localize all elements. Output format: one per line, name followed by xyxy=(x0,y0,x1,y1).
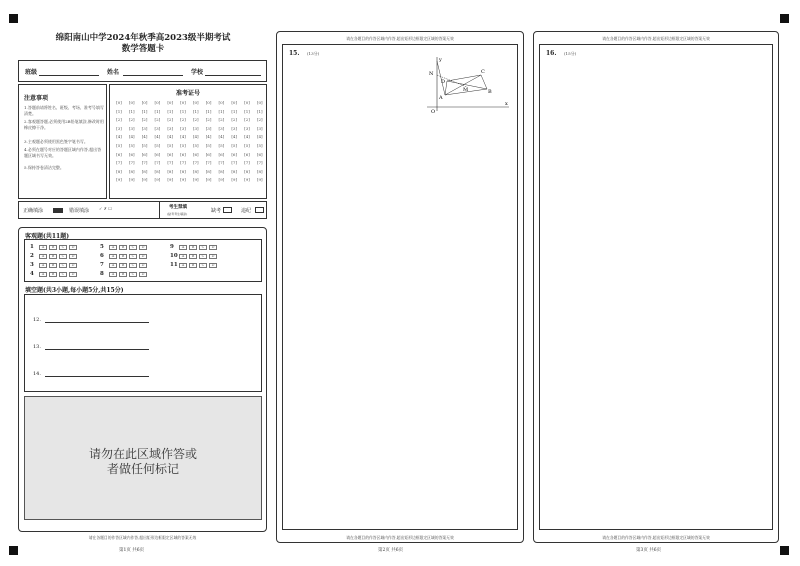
notes-title: 注意事项 xyxy=(24,95,49,102)
admission-digit-bubble[interactable]: [4] xyxy=(116,134,122,140)
option-bubble[interactable]: D xyxy=(69,263,77,268)
admission-digit-bubble[interactable]: [7] xyxy=(256,160,263,166)
answer-area-page3 xyxy=(533,31,779,543)
admission-digit-column[interactable] xyxy=(203,99,215,185)
option-bubble[interactable]: D xyxy=(209,245,217,250)
admission-digit-bubble[interactable]: [6] xyxy=(128,151,135,157)
admission-digit-bubble[interactable]: [2] xyxy=(205,117,212,123)
admission-digit-bubble[interactable]: [3] xyxy=(192,125,199,131)
option-bubble[interactable]: D xyxy=(139,254,147,259)
admission-digit-bubble[interactable]: [1] xyxy=(205,108,212,114)
option-bubble[interactable]: C xyxy=(59,245,67,250)
label-o: O xyxy=(431,109,436,115)
admission-digit-bubble[interactable]: [0] xyxy=(141,100,148,105)
option-bubble[interactable]: A xyxy=(39,245,47,250)
objective-answers-box xyxy=(24,239,262,282)
objective-question-row xyxy=(100,244,148,250)
page2-bottom-notice: 请在各题目的作答区域内作答,超出矩形边框限定区域的答案无效 xyxy=(346,535,454,540)
admission-digit-bubble[interactable]: [9] xyxy=(167,177,174,183)
objective-question-row xyxy=(170,244,218,250)
blank-answer-12[interactable] xyxy=(45,322,149,323)
wrong-fill-samples xyxy=(99,206,112,211)
admission-digit-bubble[interactable]: [3] xyxy=(141,125,148,131)
option-bubble[interactable]: C xyxy=(59,263,67,268)
admission-digit-bubble[interactable]: [8] xyxy=(116,168,122,174)
question-number: 6 xyxy=(100,253,104,259)
legend-divider xyxy=(159,202,160,218)
admission-digit-column[interactable] xyxy=(215,99,227,185)
answer-area-page1 xyxy=(18,227,267,532)
admission-digit-bubble[interactable]: [6] xyxy=(154,151,161,157)
option-bubble[interactable]: B xyxy=(119,254,127,259)
question-number: 2 xyxy=(30,253,34,259)
admission-digit-bubble[interactable]: [8] xyxy=(192,168,199,174)
admission-digit-bubble[interactable]: [8] xyxy=(256,168,263,174)
admission-digit-bubble[interactable]: [4] xyxy=(231,134,238,140)
fill-blank-title: 填空题(共3小题,每小题5分,共15分) xyxy=(25,287,124,294)
admission-digit-bubble[interactable]: [9] xyxy=(256,177,263,183)
option-bubble[interactable]: D xyxy=(139,263,147,268)
label-m: M xyxy=(463,87,469,93)
admission-digit-bubble[interactable]: [3] xyxy=(244,125,250,131)
admission-digit-bubble[interactable]: [1] xyxy=(180,108,186,114)
option-bubble[interactable]: C xyxy=(59,272,67,277)
admission-digit-bubble[interactable]: [8] xyxy=(167,168,174,174)
option-bubble[interactable]: C xyxy=(199,254,207,259)
admission-digit-bubble[interactable]: [8] xyxy=(218,168,225,174)
admission-digit-bubble[interactable]: [9] xyxy=(154,177,161,183)
option-bubble[interactable]: D xyxy=(139,245,147,250)
option-bubble[interactable]: C xyxy=(199,263,207,268)
option-bubble[interactable]: D xyxy=(69,245,77,250)
corner-marker-bottom-left xyxy=(9,546,18,555)
admission-digit-bubble[interactable]: [9] xyxy=(218,177,225,183)
admission-digit-bubble[interactable]: [3] xyxy=(167,125,174,131)
q16-number: 16. xyxy=(546,50,557,57)
admission-digit-bubble[interactable]: [2] xyxy=(256,117,263,123)
question-number: 9 xyxy=(170,244,174,250)
admission-digit-column[interactable] xyxy=(254,99,266,185)
admission-digit-bubble[interactable]: [0] xyxy=(167,100,174,105)
exam-title: 绵阳南山中学2024年秋季高2023级半期考试 xyxy=(55,33,231,43)
objective-question-row xyxy=(170,262,218,268)
q15-number: 15. xyxy=(289,50,300,57)
admission-digit-bubble[interactable]: [2] xyxy=(231,117,238,123)
admission-digit-bubble[interactable]: [0] xyxy=(180,100,186,105)
admission-digit-bubble[interactable]: [5] xyxy=(141,142,148,148)
answer-area-page2 xyxy=(276,31,524,543)
option-bubble[interactable]: C xyxy=(129,245,137,250)
admission-digit-bubble[interactable]: [9] xyxy=(192,177,199,183)
option-bubble[interactable]: C xyxy=(129,254,137,259)
label-a: A xyxy=(439,95,443,101)
q16-score: (15分) xyxy=(564,51,577,56)
q15-answer-box[interactable] xyxy=(282,44,518,530)
absent-checkbox[interactable] xyxy=(223,207,232,213)
admission-digit-bubble[interactable]: [1] xyxy=(167,108,174,114)
admission-digit-bubble[interactable]: [4] xyxy=(192,134,199,140)
option-bubble[interactable]: C xyxy=(59,254,67,259)
admission-digit-bubble[interactable]: [0] xyxy=(205,100,212,105)
class-field[interactable] xyxy=(39,75,99,76)
admission-digit-bubble[interactable]: [5] xyxy=(244,142,250,148)
admission-digit-bubble[interactable]: [0] xyxy=(218,100,225,105)
note-item: 3.主观题必须使用黑色签字笔书写。 xyxy=(24,139,88,144)
admission-digit-bubble[interactable]: [2] xyxy=(218,117,225,123)
admission-digit-bubble[interactable]: [3] xyxy=(180,125,186,131)
option-bubble[interactable]: A xyxy=(39,254,47,259)
fill-blank-box xyxy=(24,294,262,392)
admission-digit-bubble[interactable]: [6] xyxy=(256,151,263,157)
admission-digit-bubble[interactable]: [6] xyxy=(244,151,250,157)
admission-digit-column[interactable] xyxy=(126,99,138,185)
admission-digit-bubble[interactable]: [2] xyxy=(116,117,122,123)
admission-digit-bubble[interactable]: [7] xyxy=(180,160,186,166)
objective-question-row xyxy=(100,262,148,268)
school-field[interactable] xyxy=(205,75,261,76)
admission-digit-bubble[interactable]: [4] xyxy=(180,134,186,140)
admission-digit-bubble[interactable]: [1] xyxy=(231,108,238,114)
admission-digit-bubble[interactable]: [4] xyxy=(167,134,174,140)
option-bubble[interactable]: B xyxy=(119,263,127,268)
admission-digit-bubble[interactable]: [2] xyxy=(192,117,199,123)
admission-digit-bubble[interactable]: [4] xyxy=(128,134,135,140)
page3-bottom-notice: 请在各题目的作答区域内作答,超出矩形边框限定区域的答案无效 xyxy=(602,535,710,540)
admission-digit-column[interactable] xyxy=(228,99,240,185)
wrong-fill-label: 错误填涂 xyxy=(69,208,90,214)
option-bubble[interactable]: A xyxy=(39,263,47,268)
page2-top-notice: 请在各题目的作答区域内作答,超出矩形边框限定区域的答案无效 xyxy=(346,36,454,41)
admission-digit-bubble[interactable]: [3] xyxy=(128,125,135,131)
option-bubble[interactable]: B xyxy=(189,254,197,259)
admission-digit-bubble[interactable]: [4] xyxy=(154,134,161,140)
admission-digit-bubble[interactable]: [6] xyxy=(167,151,174,157)
objective-question-row xyxy=(30,253,78,259)
admission-digit-bubble[interactable]: [3] xyxy=(205,125,212,131)
cross-mark-icon: ✗ xyxy=(103,206,107,211)
option-bubble[interactable]: B xyxy=(49,272,57,277)
admission-digit-bubble[interactable]: [6] xyxy=(231,151,238,157)
no-write-zone xyxy=(24,396,262,520)
admission-digit-bubble[interactable]: [2] xyxy=(141,117,148,123)
admission-digit-bubble[interactable]: [4] xyxy=(256,134,263,140)
check-mark-icon: ✓ xyxy=(99,206,103,211)
page1-bottom-notice: 请在各题目的作答区域内作答,超出矩形边框限定区域的答案无效 xyxy=(88,535,197,540)
admission-digit-bubble[interactable]: [2] xyxy=(128,117,135,123)
admission-digit-bubble[interactable]: [9] xyxy=(141,177,148,183)
corner-marker-top-left xyxy=(9,14,18,23)
option-bubble[interactable]: A xyxy=(39,272,47,277)
option-bubble[interactable]: D xyxy=(69,272,77,277)
objective-question-row xyxy=(100,271,148,277)
objective-question-row xyxy=(100,253,148,259)
admission-digit-bubble[interactable]: [1] xyxy=(141,108,148,114)
label-y: y xyxy=(439,57,442,63)
admission-digit-bubble[interactable]: [2] xyxy=(180,117,186,123)
admission-digit-bubble[interactable]: [8] xyxy=(180,168,186,174)
option-bubble[interactable]: A xyxy=(109,272,117,277)
admission-digit-bubble[interactable]: [7] xyxy=(244,160,250,166)
note-item: 4.必须在题号对应的答题区域内作答,超出答题区域书写无效。 xyxy=(24,147,102,158)
q16-answer-box[interactable] xyxy=(539,44,773,530)
admission-digit-bubble[interactable]: [0] xyxy=(256,100,263,105)
note-item: 5.保持答卷清洁完整。 xyxy=(24,165,64,170)
page2-footer: 第2页 共6页 xyxy=(378,548,404,553)
admission-digit-column[interactable] xyxy=(190,99,202,185)
option-bubble[interactable]: B xyxy=(189,245,197,250)
admission-digit-column[interactable] xyxy=(241,99,253,185)
notes-box xyxy=(18,84,107,199)
question-number: 5 xyxy=(100,244,104,250)
admission-digit-bubble[interactable]: [9] xyxy=(128,177,135,183)
admission-digit-bubble[interactable]: [9] xyxy=(116,177,122,183)
admission-digit-bubble[interactable]: [4] xyxy=(218,134,225,140)
correct-fill-label: 正确填涂 xyxy=(23,208,44,214)
q15-geometry-figure xyxy=(423,53,513,115)
admission-digit-bubble[interactable]: [6] xyxy=(192,151,199,157)
admission-digit-column[interactable] xyxy=(113,99,125,185)
option-bubble[interactable]: A xyxy=(179,245,187,250)
admission-digit-bubble[interactable]: [8] xyxy=(128,168,135,174)
admission-digit-bubble[interactable]: [4] xyxy=(244,134,250,140)
admission-digit-bubble[interactable]: [5] xyxy=(167,142,174,148)
blank-number-12: 12. xyxy=(33,317,41,323)
page1-footer: 第1页 共6页 xyxy=(119,548,145,553)
label-n: N xyxy=(429,71,434,77)
admission-digit-bubble[interactable]: [0] xyxy=(154,100,161,105)
admission-digit-bubble[interactable]: [6] xyxy=(205,151,212,157)
admission-digit-bubble[interactable]: [1] xyxy=(256,108,263,114)
admission-digit-bubble[interactable]: [0] xyxy=(128,100,135,105)
option-bubble[interactable]: A xyxy=(109,263,117,268)
admission-digit-bubble[interactable]: [5] xyxy=(180,142,186,148)
admission-digit-bubble[interactable]: [5] xyxy=(256,142,263,148)
admission-title: 准考证号 xyxy=(175,90,200,97)
admission-digit-bubble[interactable]: [4] xyxy=(205,134,212,140)
admission-digit-bubble[interactable]: [7] xyxy=(116,160,122,166)
correct-fill-sample xyxy=(53,208,63,213)
admission-digit-bubble[interactable]: [1] xyxy=(116,108,122,114)
admission-digit-bubble[interactable]: [7] xyxy=(154,160,161,166)
absence-subtitle: (缺考考生填涂) xyxy=(167,212,188,216)
admission-digit-bubble[interactable]: [1] xyxy=(244,108,250,114)
admission-digit-bubble[interactable]: [3] xyxy=(154,125,161,131)
question-number: 10 xyxy=(170,253,178,259)
admission-digit-bubble[interactable]: [4] xyxy=(141,134,148,140)
admission-digit-bubble[interactable]: [3] xyxy=(256,125,263,131)
page3-footer: 第3页 共6页 xyxy=(636,548,662,553)
admission-digit-bubble[interactable]: [6] xyxy=(116,151,122,157)
admission-digit-bubble[interactable]: [5] xyxy=(128,142,135,148)
admission-digit-bubble[interactable]: [5] xyxy=(205,142,212,148)
q15-score: (13分) xyxy=(307,51,320,56)
option-bubble[interactable]: B xyxy=(119,272,127,277)
admission-digit-bubble[interactable]: [5] xyxy=(218,142,225,148)
label-c: C xyxy=(481,69,485,75)
option-bubble[interactable]: A xyxy=(109,254,117,259)
question-number: 1 xyxy=(30,244,34,250)
admission-digit-column[interactable] xyxy=(151,99,163,185)
page3-top-notice: 请在各题目的作答区域内作答,超出矩形边框限定区域的答案无效 xyxy=(602,36,710,41)
note-item: 1.答题前请将姓名、班级、考场、准考号填写清楚。 xyxy=(24,105,104,116)
admission-digit-bubble[interactable]: [9] xyxy=(205,177,212,183)
admission-digit-bubble[interactable]: [5] xyxy=(154,142,161,148)
admission-digit-bubble[interactable]: [8] xyxy=(231,168,238,174)
blank-number-14: 14. xyxy=(33,371,41,377)
admission-digit-bubble[interactable]: [5] xyxy=(116,142,122,148)
objective-question-row xyxy=(30,262,78,268)
option-bubble[interactable]: C xyxy=(199,245,207,250)
student-info-box xyxy=(18,60,267,82)
no-write-text-line1: 请勿在此区域作答或 xyxy=(88,447,197,461)
admission-digit-bubble[interactable]: [0] xyxy=(116,100,122,105)
admission-digit-bubble[interactable]: [7] xyxy=(167,160,174,166)
admission-digit-bubble[interactable]: [5] xyxy=(192,142,199,148)
violation-checkbox[interactable] xyxy=(255,207,264,213)
admission-digit-bubble[interactable]: [0] xyxy=(231,100,238,105)
admission-digit-bubble[interactable]: [5] xyxy=(231,142,238,148)
admission-digit-bubble[interactable]: [2] xyxy=(244,117,250,123)
question-number: 3 xyxy=(30,262,34,268)
option-bubble[interactable]: B xyxy=(49,245,57,250)
question-number: 11 xyxy=(170,262,178,268)
blank-number-13: 13. xyxy=(33,344,41,350)
admission-digit-bubble[interactable]: [7] xyxy=(231,160,238,166)
admission-digit-bubble[interactable]: [1] xyxy=(192,108,199,114)
label-b: B xyxy=(488,89,492,95)
admission-digit-bubble[interactable]: [1] xyxy=(128,108,135,114)
objective-question-row xyxy=(30,244,78,250)
option-bubble[interactable]: D xyxy=(69,254,77,259)
absence-title: 考生禁填 xyxy=(169,205,187,210)
corner-marker-bottom-right xyxy=(780,546,789,555)
question-number: 8 xyxy=(100,271,104,277)
option-bubble[interactable]: C xyxy=(129,263,137,268)
box-mark-icon: ☐ xyxy=(108,206,112,211)
admission-digit-bubble[interactable]: [6] xyxy=(218,151,225,157)
admission-digit-bubble[interactable]: [8] xyxy=(154,168,161,174)
option-bubble[interactable]: D xyxy=(209,263,217,268)
admission-digit-bubble[interactable]: [3] xyxy=(116,125,122,131)
admission-digit-bubble[interactable]: [1] xyxy=(154,108,161,114)
option-bubble[interactable]: A xyxy=(179,263,187,268)
admission-digit-bubble[interactable]: [3] xyxy=(218,125,225,131)
option-bubble[interactable]: D xyxy=(139,272,147,277)
label-x: x xyxy=(505,101,508,107)
option-bubble[interactable]: B xyxy=(119,245,127,250)
no-write-text-line2: 者做任何标记 xyxy=(106,462,179,476)
admission-digit-bubble[interactable]: [0] xyxy=(244,100,250,105)
admission-digit-bubble[interactable]: [7] xyxy=(141,160,148,166)
admission-digit-column[interactable] xyxy=(164,99,176,185)
admission-digit-bubble[interactable]: [1] xyxy=(218,108,225,114)
name-label: 姓名 xyxy=(107,69,120,76)
name-field[interactable] xyxy=(123,75,183,76)
admission-number-box xyxy=(109,84,267,199)
admission-digit-bubble[interactable]: [6] xyxy=(180,151,186,157)
blank-answer-14[interactable] xyxy=(45,376,149,377)
objective-question-row xyxy=(30,271,78,277)
segment xyxy=(437,61,445,95)
admission-digit-bubble[interactable]: [8] xyxy=(244,168,250,174)
card-subtitle: 数学答题卡 xyxy=(121,44,165,54)
objective-question-row xyxy=(170,253,218,259)
admission-digit-bubble[interactable]: [6] xyxy=(141,151,148,157)
admission-digit-bubble[interactable]: [2] xyxy=(154,117,161,123)
option-bubble[interactable]: B xyxy=(49,263,57,268)
admission-digit-bubble[interactable]: [7] xyxy=(205,160,212,166)
question-number: 4 xyxy=(30,271,34,277)
admission-digit-bubble[interactable]: [7] xyxy=(218,160,225,166)
absent-label: 缺考 xyxy=(211,208,222,214)
objective-title: 客观题(共11题) xyxy=(25,233,70,240)
admission-digit-bubble[interactable]: [7] xyxy=(192,160,199,166)
option-bubble[interactable]: B xyxy=(189,263,197,268)
admission-digit-bubble[interactable]: [3] xyxy=(231,125,238,131)
option-bubble[interactable]: B xyxy=(49,254,57,259)
label-d: D xyxy=(441,79,446,85)
option-bubble[interactable]: D xyxy=(209,254,217,259)
option-bubble[interactable]: A xyxy=(179,254,187,259)
violation-label: 违纪 xyxy=(241,208,252,214)
admission-digit-bubble[interactable]: [9] xyxy=(180,177,186,183)
admission-digit-bubble[interactable]: [8] xyxy=(141,168,148,174)
admission-digit-bubble[interactable]: [2] xyxy=(167,117,174,123)
admission-digit-bubble[interactable]: [8] xyxy=(205,168,212,174)
admission-digit-bubble[interactable]: [0] xyxy=(192,100,199,105)
admission-digit-bubble[interactable]: [7] xyxy=(128,160,135,166)
admission-digit-bubble[interactable]: [9] xyxy=(244,177,250,183)
school-label: 学校 xyxy=(191,69,204,76)
admission-digit-bubble[interactable]: [9] xyxy=(231,177,238,183)
admission-digit-column[interactable] xyxy=(139,99,151,185)
fill-legend-box xyxy=(18,201,267,219)
note-item: 2.客观题答题,必须使用2B铅笔填涂,修改时用橡皮擦干净。 xyxy=(24,119,104,130)
class-label: 班级 xyxy=(25,69,38,76)
corner-marker-top-right xyxy=(780,14,789,23)
blank-answer-13[interactable] xyxy=(45,349,149,350)
question-number: 7 xyxy=(100,262,104,268)
option-bubble[interactable]: A xyxy=(109,245,117,250)
admission-digit-column[interactable] xyxy=(177,99,189,185)
option-bubble[interactable]: C xyxy=(129,272,137,277)
